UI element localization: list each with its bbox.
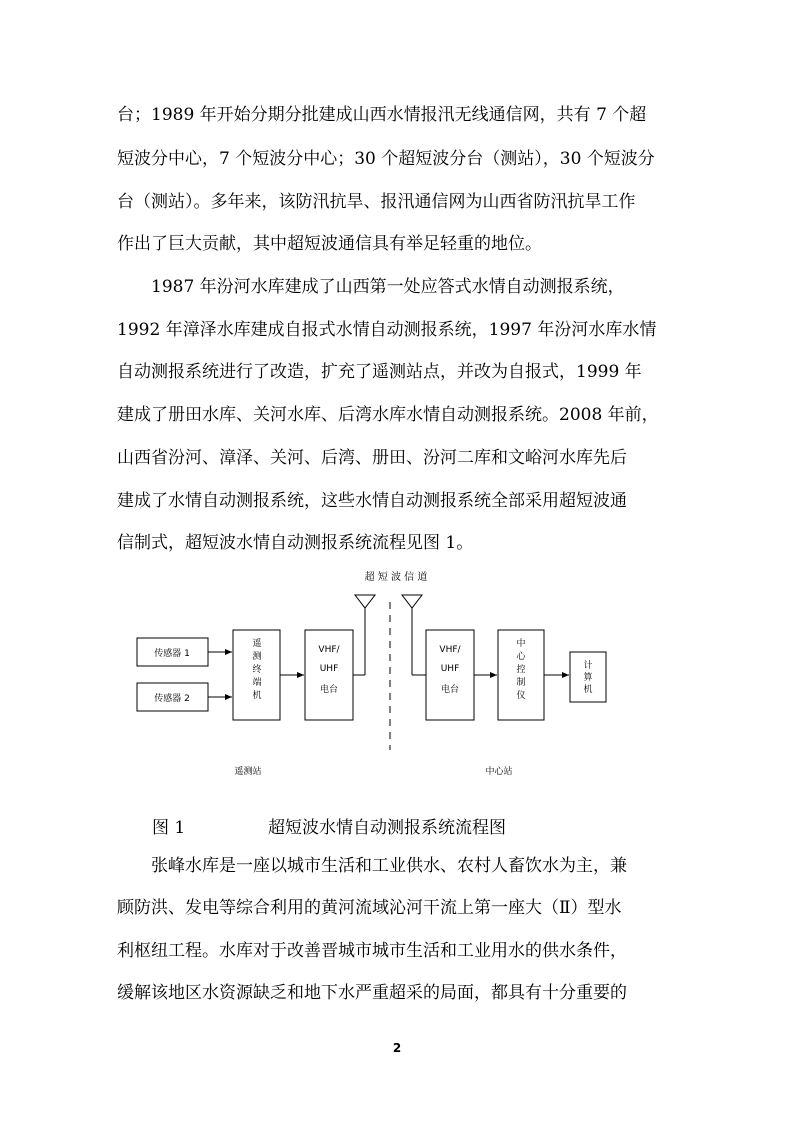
paragraph3-line1: 张峰水库是一座以城市生活和工业供水、农村人畜饮水为主，兼 (151, 856, 627, 876)
figure-caption: 超短波水情自动测报系统流程图 (268, 818, 506, 838)
controller-char: 制 (516, 678, 526, 688)
computer-char: 算 (583, 673, 593, 683)
paragraph2-line6: 建成了水情自动测报系统，这些水情自动测报系统全部采用超短波通 (117, 491, 627, 511)
paragraph1-line4: 作出了巨大贡献，其中超短波通信具有举足轻重的地位。 (117, 234, 542, 254)
antenna-left-icon (355, 595, 375, 608)
controller-char: 仪 (516, 691, 526, 701)
figure-number: 图 1 (152, 818, 186, 838)
computer-char: 机 (583, 685, 593, 695)
paragraph1-line3: 台（测站）。多年来，该防汛抗旱、报汛通信网为山西省防汛抗旱工作 (117, 192, 636, 212)
controller-char: 心 (516, 652, 526, 662)
flow-diagram (0, 560, 794, 800)
paragraph1-line2: 短波分中心，7 个短波分中心；30 个超短波分台（测站），30 个短波分 (117, 149, 655, 169)
terminal-char: 测 (252, 652, 262, 662)
radio-left-line: 电台 (319, 685, 339, 695)
terminal-char: 终 (252, 665, 262, 675)
paragraph3-line2: 顾防洪、发电等综合利用的黄河流域沁河干流上第一座大（Ⅱ）型水 (117, 898, 622, 918)
controller-char: 中 (516, 639, 526, 649)
paragraph3-line3: 利枢纽工程。水库对于改善晋城市城市生活和工业用水的供水条件， (117, 941, 627, 961)
radio-left-box (305, 630, 353, 720)
sensor1-label: 传感器 1 (154, 649, 190, 659)
paragraph1-line1: 台；1989 年开始分期分批建成山西水情报汛无线通信网，共有 7 个超 (117, 105, 647, 125)
terminal-char: 遥 (252, 639, 262, 649)
radio-right-line: 电台 (440, 685, 460, 695)
computer-char: 计 (583, 661, 593, 671)
paragraph2-line3: 自动测报系统进行了改造，扩充了遥测站点，并改为自报式，1999 年 (117, 362, 642, 382)
radio-right-line: VHF/ (439, 645, 461, 655)
radio-right-box (426, 630, 474, 720)
antenna-right-icon (402, 595, 422, 608)
paragraph2-line7: 信制式，超短波水情自动测报系统流程见图 1。 (117, 533, 474, 553)
paragraph2-line2: 1992 年漳泽水库建成自报式水情自动测报系统，1997 年汾河水库水情 (117, 320, 657, 340)
paragraph3-line4: 缓解该地区水资源缺乏和地下水严重超采的局面，都具有十分重要的 (117, 983, 627, 1003)
center-station-label: 中心站 (485, 767, 513, 777)
page-number: 2 (392, 1041, 402, 1055)
controller-char: 控 (516, 665, 526, 675)
radio-left-line: UHF (319, 664, 339, 674)
channel-label: 超 短 波 信 道 (364, 572, 428, 583)
radio-left-line: VHF/ (318, 645, 340, 655)
radio-right-line: UHF (440, 664, 460, 674)
paragraph2-line1: 1987 年汾河水库建成了山西第一处应答式水情自动测报系统， (151, 277, 625, 297)
remote-station-label: 遥测站 (234, 767, 262, 777)
terminal-char: 机 (252, 691, 262, 701)
paragraph2-line5: 山西省汾河、漳泽、关河、后湾、册田、汾河二库和文峪河水库先后 (117, 448, 627, 468)
paragraph2-line4: 建成了册田水库、关河水库、后湾水库水情自动测报系统。2008 年前， (117, 405, 659, 425)
terminal-char: 端 (252, 678, 262, 688)
sensor2-label: 传感器 2 (154, 694, 190, 704)
